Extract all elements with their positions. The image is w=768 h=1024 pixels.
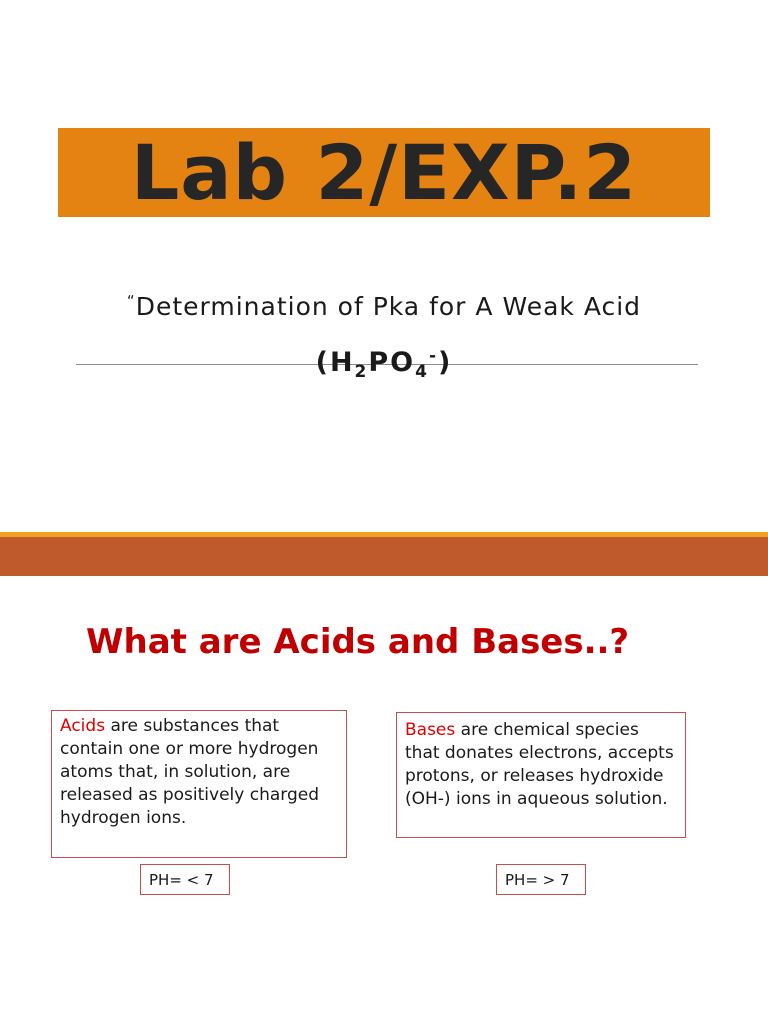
slide-subtitle: [60, 292, 708, 321]
formula-charge: -: [428, 346, 439, 366]
chemical-formula: [0, 346, 768, 382]
acids-term: Acids: [60, 716, 106, 736]
subtitle-text: Determination of Pka for A Weak Acid: [135, 292, 642, 321]
formula-open: (H: [315, 347, 355, 378]
title-bar: [58, 128, 710, 217]
base-ph-label: PH= > 7: [496, 864, 586, 895]
formula-close: ): [438, 347, 453, 378]
bases-term: Bases: [405, 720, 456, 740]
acids-bases-heading: What are Acids and Bases..?: [86, 622, 630, 662]
bases-definition: are chemical species that donates electrons, accepts protons, or releases hydroxide (OH-) ions in aqueous solution.: [405, 720, 674, 809]
acid-ph-label: PH= < 7: [140, 864, 230, 895]
acids-definition: are substances that contain one or more hydrogen atoms that, in solution, are released as positively charged hydrogen ions.: [60, 716, 320, 828]
formula-po: PO: [368, 347, 416, 378]
acids-definition-box: [51, 710, 347, 858]
formula-sub-4: 4: [415, 362, 429, 382]
slide-separator-band: [0, 537, 768, 576]
formula-sub-2: 2: [354, 362, 369, 382]
slide-title: Lab 2/EXP.2: [130, 127, 638, 217]
subtitle-quote: “: [126, 292, 136, 310]
bases-definition-box: [396, 712, 686, 838]
slide-2: [0, 576, 768, 1024]
